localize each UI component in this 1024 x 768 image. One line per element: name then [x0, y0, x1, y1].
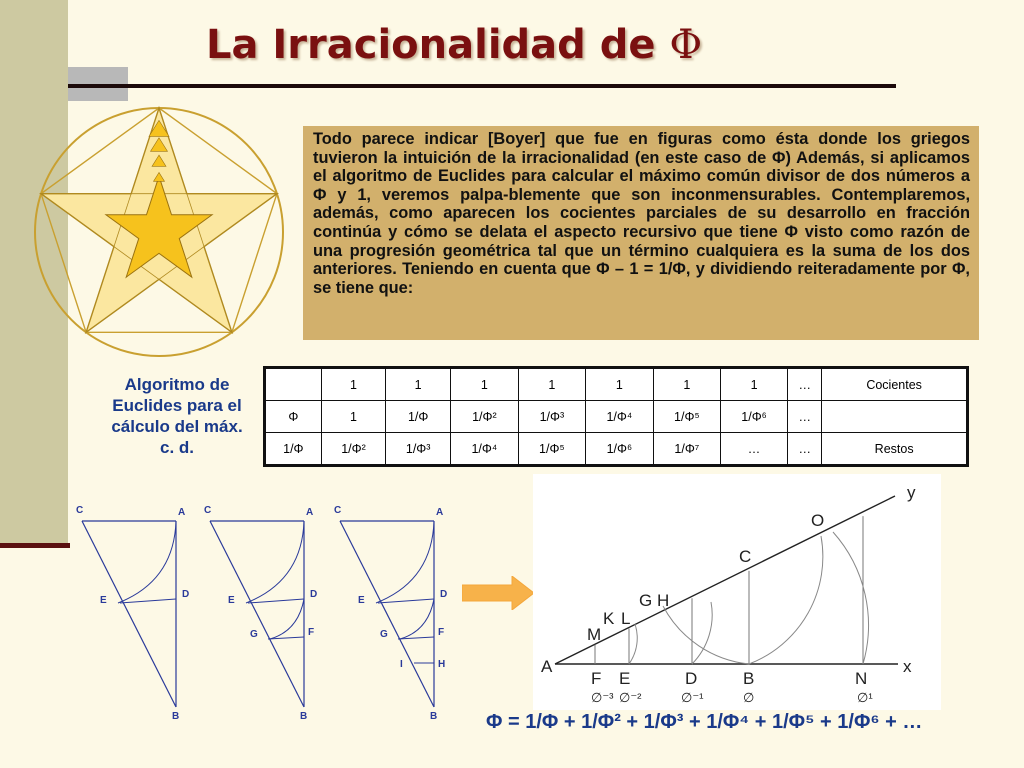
- table-row: [265, 368, 968, 401]
- table-cell: 1/Φ: [386, 401, 451, 433]
- title-phi-symbol: Φ: [669, 22, 703, 68]
- label-f: F: [308, 627, 315, 638]
- table-row: [265, 433, 968, 466]
- table-cell: 1: [450, 368, 518, 401]
- table-cell: 1: [386, 368, 451, 401]
- golden-ratio-diagram: [533, 474, 941, 710]
- table-cell: …: [788, 401, 822, 433]
- left-decor-line: [0, 543, 70, 548]
- label-a: A: [541, 657, 553, 676]
- slide-title: [206, 22, 702, 68]
- label-h: H: [657, 591, 670, 610]
- arrow-shape: [462, 576, 534, 610]
- table-cell: Φ: [265, 401, 322, 433]
- label-e: E: [100, 595, 107, 606]
- table-row: [265, 401, 968, 433]
- label-b: B: [430, 711, 438, 722]
- segment-cb: [210, 521, 304, 707]
- table-cell: Restos: [822, 433, 968, 466]
- label-phi-1: ∅¹: [857, 690, 873, 705]
- label-d: D: [182, 589, 190, 600]
- label-i: I: [400, 659, 403, 670]
- segment-ed: [120, 599, 176, 603]
- segment-cb: [82, 521, 176, 707]
- phi-series-formula: Φ = 1/Φ + 1/Φ² + 1/Φ³ + 1/Φ⁴ + 1/Φ⁵ + 1/Φ⁶ + …: [486, 711, 923, 733]
- table-cell: …: [720, 433, 787, 466]
- table-cell: 1: [321, 401, 386, 433]
- description-text: Todo parece indicar [Boyer] que fue en figuras como ésta donde los griegos tuvieron la intuición de la irracionalidad (en este caso de Φ) Además, si aplicamos el algoritmo de Euclides para calcular el máximo común divisor de dos números a Φ y 1, veremos palpa-blemente que son inconmensurables. Contemplaremos, además, como aparecen los cocientes parciales de su desarrollo en fracción continúa y cómo se delata el aspecto recursivo que tiene Φ visto como razón de una progresión geométrica tal que un término cualquiera es la suma de los dos anteriores. Teniendo en cuenta que Φ – 1 = 1/Φ, y dividiendo reiteradamente por Φ, se tiene que:: [313, 130, 970, 297]
- table-cell: 1/Φ: [265, 433, 322, 466]
- euclid-table: [263, 366, 969, 467]
- table-cell: 1/Φ⁶: [585, 433, 653, 466]
- label-x: x: [903, 657, 912, 676]
- arc: [270, 599, 304, 639]
- label-c: C: [76, 505, 84, 516]
- label-a: A: [436, 507, 444, 518]
- table-cell: 1/Φ²: [321, 433, 386, 466]
- table-cell: 1/Φ³: [386, 433, 451, 466]
- segment-ed: [248, 599, 304, 603]
- table-cell: 1/Φ⁵: [518, 433, 585, 466]
- right-arrow-icon: [462, 576, 536, 610]
- label-c: C: [739, 547, 752, 566]
- label-phi-minus-3: ∅⁻³: [591, 690, 614, 705]
- arc: [118, 521, 176, 603]
- label-phi-0: ∅: [743, 690, 755, 705]
- table-cell: 1/Φ³: [518, 401, 585, 433]
- label-e: E: [619, 669, 631, 688]
- construction-figures: [70, 495, 460, 725]
- label-a: A: [306, 507, 314, 518]
- table-cell: 1/Φ⁷: [653, 433, 720, 466]
- table-cell: 1: [720, 368, 787, 401]
- title-underline: [68, 84, 896, 88]
- table-cell: 1: [653, 368, 720, 401]
- label-b: B: [743, 669, 755, 688]
- label-b: B: [300, 711, 308, 722]
- arc: [246, 521, 304, 603]
- table-cell: 1/Φ²: [450, 401, 518, 433]
- segment-cb: [340, 521, 434, 707]
- table-cell: 1: [518, 368, 585, 401]
- segment-ed: [378, 599, 434, 603]
- label-b: B: [172, 711, 180, 722]
- label-f: F: [438, 627, 445, 638]
- label-d: D: [685, 669, 698, 688]
- label-y: y: [907, 483, 916, 502]
- description-box: [303, 126, 979, 340]
- label-d: D: [440, 589, 448, 600]
- pentagram-figure: [28, 98, 290, 360]
- arc: [400, 599, 434, 639]
- table-cell: …: [788, 433, 822, 466]
- label-h: H: [438, 659, 446, 670]
- slide-title-text: La Irracionalidad de: [206, 22, 656, 68]
- table-cell: …: [788, 368, 822, 401]
- label-d: D: [310, 589, 318, 600]
- label-c: C: [334, 505, 342, 516]
- label-n: N: [855, 669, 868, 688]
- label-c: C: [204, 505, 212, 516]
- table-cell: 1/Φ⁶: [720, 401, 787, 433]
- table-cell: 1: [321, 368, 386, 401]
- label-e: E: [228, 595, 235, 606]
- arc: [376, 521, 434, 603]
- label-o: O: [811, 511, 825, 530]
- table-cell: Cocientes: [822, 368, 968, 401]
- label-phi-minus-1: ∅⁻¹: [681, 690, 704, 705]
- label-g: G: [250, 629, 258, 640]
- label-m: M: [587, 625, 602, 644]
- label-a: A: [178, 507, 186, 518]
- label-phi-minus-2: ∅⁻²: [619, 690, 642, 705]
- table-cell: 1/Φ⁵: [653, 401, 720, 433]
- label-k: K: [603, 609, 615, 628]
- label-g: G: [639, 591, 653, 610]
- table-cell: 1/Φ⁴: [450, 433, 518, 466]
- label-e: E: [358, 595, 365, 606]
- label-g: G: [380, 629, 388, 640]
- label-l: L: [621, 609, 631, 628]
- label-f: F: [591, 669, 602, 688]
- table-cell: [265, 368, 322, 401]
- table-cell: 1/Φ⁴: [585, 401, 653, 433]
- table-caption: Algoritmo de Euclides para el cálculo del máx. c. d.: [111, 375, 243, 457]
- table-cell: 1: [585, 368, 653, 401]
- table-cell: [822, 401, 968, 433]
